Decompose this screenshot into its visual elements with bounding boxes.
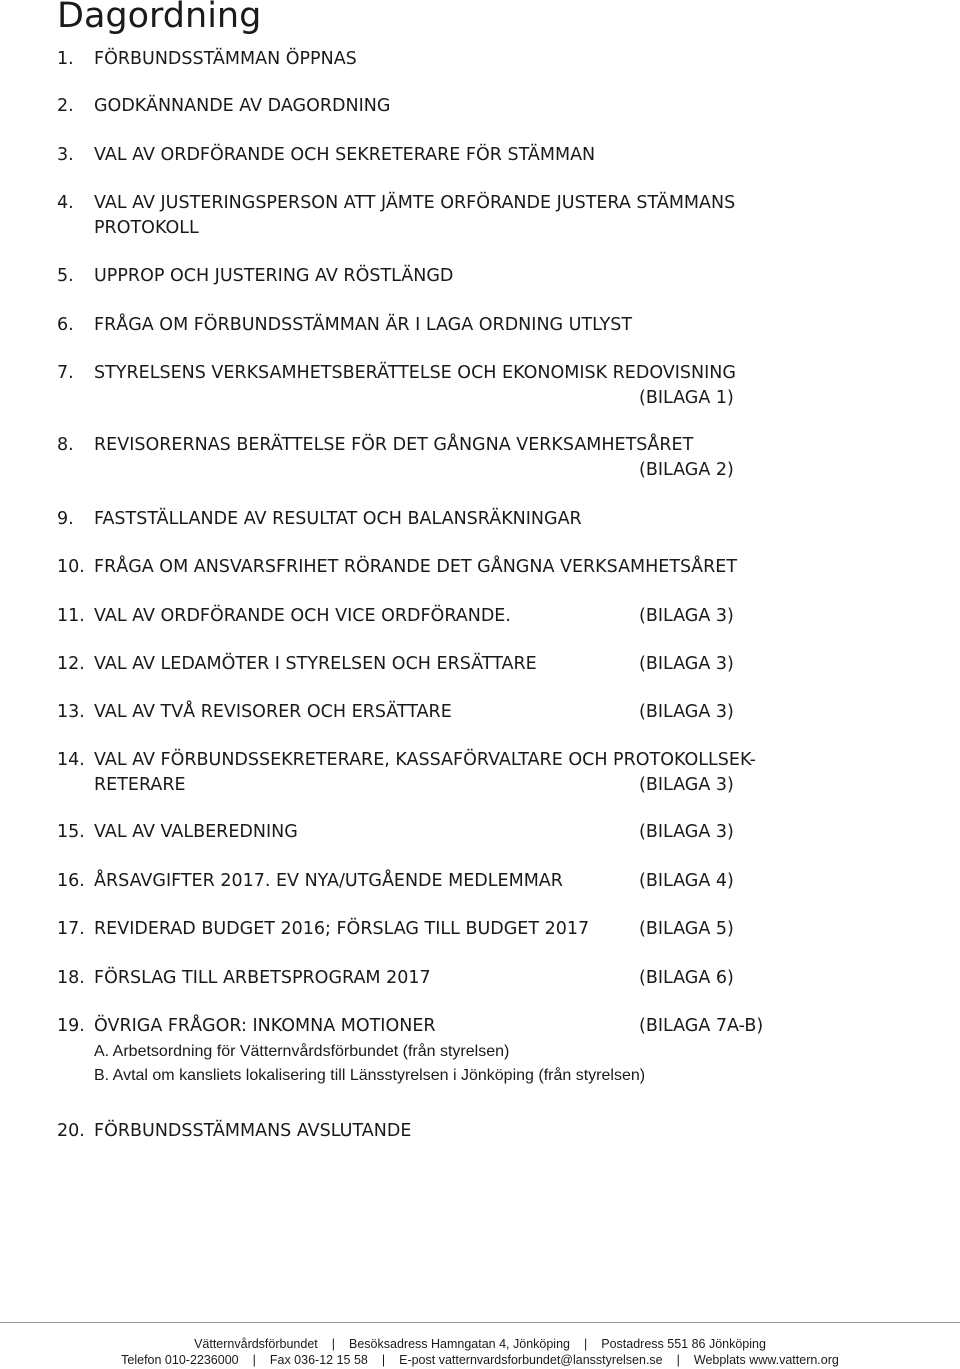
item-text: VAL AV ORDFÖRANDE OCH VICE ORDFÖRANDE. bbox=[94, 606, 511, 626]
footer-visit-address: Besöksadress Hamngatan 4, Jönköping bbox=[349, 1337, 570, 1351]
item-text: FRÅGA OM FÖRBUNDSSTÄMMAN ÄR I LAGA ORDNING UTLYST bbox=[94, 315, 633, 335]
item-text: VAL AV LEDAMÖTER I STYRELSEN OCH ERSÄTTARE bbox=[94, 654, 537, 674]
footer-email-link[interactable]: E-post vatternvardsforbundet@lansstyrelsen.se bbox=[399, 1353, 663, 1367]
item-number: 5. bbox=[57, 266, 74, 286]
footer-separator: | bbox=[252, 1353, 256, 1367]
item-number: 20. bbox=[57, 1121, 85, 1141]
appendix-reference: (BILAGA 3) bbox=[639, 606, 734, 626]
item-number: 18. bbox=[57, 968, 85, 988]
item-text: REVISORERNAS BERÄTTELSE FÖR DET GÅNGNA VERKSAMHETSÅRET bbox=[94, 435, 694, 455]
appendix-reference: (BILAGA 3) bbox=[639, 702, 734, 722]
item-number: 11. bbox=[57, 606, 85, 626]
item-number: 16. bbox=[57, 871, 85, 891]
item-text: VAL AV JUSTERINGSPERSON ATT JÄMTE ORFÖRANDE JUSTERA STÄMMANS bbox=[94, 193, 736, 213]
item-text: ÅRSAVGIFTER 2017. EV NYA/UTGÅENDE MEDLEMMAR bbox=[94, 871, 563, 891]
item-text: REVIDERAD BUDGET 2016; FÖRSLAG TILL BUDGET 2017 bbox=[94, 919, 590, 939]
appendix-reference: (BILAGA 7A-B) bbox=[639, 1016, 764, 1036]
item-number: 14. bbox=[57, 750, 85, 770]
item-number: 13. bbox=[57, 702, 85, 722]
footer-separator: | bbox=[331, 1337, 336, 1351]
item-text: FÖRSLAG TILL ARBETSPROGRAM 2017 bbox=[94, 968, 431, 988]
footer-separator: | bbox=[583, 1337, 588, 1351]
item-number: 15. bbox=[57, 822, 85, 842]
item-number: 7. bbox=[57, 363, 74, 383]
item-number: 8. bbox=[57, 435, 74, 455]
appendix-reference: (BILAGA 3) bbox=[639, 822, 734, 842]
item-text: FÖRBUNDSSTÄMMAN ÖPPNAS bbox=[94, 49, 357, 69]
item-text: UPPROP OCH JUSTERING AV RÖSTLÄNGD bbox=[94, 266, 454, 286]
item-number: 4. bbox=[57, 193, 74, 213]
footer-website-link[interactable]: Webplats www.vattern.org bbox=[693, 1353, 839, 1367]
footer-phone: Telefon 010-2236000 bbox=[121, 1353, 239, 1367]
motion-item: B. Avtal om kansliets lokalisering till Länsstyrelsen i Jönköping (från styrelsen) bbox=[94, 1067, 646, 1084]
item-text-continued: RETERARE bbox=[94, 775, 186, 795]
item-number: 2. bbox=[57, 96, 74, 116]
item-number: 3. bbox=[57, 145, 74, 165]
item-text: ÖVRIGA FRÅGOR: INKOMNA MOTIONER bbox=[94, 1016, 436, 1036]
item-number: 17. bbox=[57, 919, 85, 939]
footer-address-line bbox=[0, 1337, 960, 1351]
item-text-continued: PROTOKOLL bbox=[94, 218, 199, 238]
footer-divider bbox=[0, 1322, 960, 1323]
item-text: VAL AV FÖRBUNDSSEKRETERARE, KASSAFÖRVALTARE OCH PROTOKOLLSEK- bbox=[94, 750, 756, 770]
appendix-reference: (BILAGA 2) bbox=[639, 460, 734, 480]
appendix-reference: (BILAGA 3) bbox=[639, 654, 734, 674]
footer-separator: | bbox=[676, 1353, 680, 1367]
footer-contact-line bbox=[0, 1353, 960, 1367]
appendix-reference: (BILAGA 1) bbox=[639, 388, 734, 408]
item-text: GODKÄNNANDE AV DAGORDNING bbox=[94, 96, 391, 116]
item-text: FRÅGA OM ANSVARSFRIHET RÖRANDE DET GÅNGNA VERKSAMHETSÅRET bbox=[94, 557, 738, 577]
footer-separator: | bbox=[381, 1353, 386, 1367]
item-text: FASTSTÄLLANDE AV RESULTAT OCH BALANSRÄKNINGAR bbox=[94, 509, 582, 529]
item-number: 9. bbox=[57, 509, 74, 529]
footer-postal-address: Postadress 551 86 Jönköping bbox=[601, 1337, 766, 1351]
item-number: 1. bbox=[57, 49, 74, 69]
item-text: FÖRBUNDSSTÄMMANS AVSLUTANDE bbox=[94, 1121, 412, 1141]
item-text: VAL AV VALBEREDNING bbox=[94, 822, 298, 842]
item-text: VAL AV TVÅ REVISORER OCH ERSÄTTARE bbox=[94, 702, 452, 722]
motion-item: A. Arbetsordning för Vätternvårdsförbundet (från styrelsen) bbox=[94, 1043, 510, 1060]
appendix-reference: (BILAGA 4) bbox=[639, 871, 734, 891]
item-number: 12. bbox=[57, 654, 85, 674]
appendix-reference: (BILAGA 5) bbox=[639, 919, 734, 939]
footer-organization: Vätternvårdsförbundet bbox=[194, 1337, 318, 1351]
page-title: Dagordning bbox=[57, 0, 262, 36]
appendix-reference: (BILAGA 3) bbox=[639, 775, 734, 795]
item-number: 19. bbox=[57, 1016, 85, 1036]
appendix-reference: (BILAGA 6) bbox=[639, 968, 734, 988]
item-number: 6. bbox=[57, 315, 74, 335]
item-text: VAL AV ORDFÖRANDE OCH SEKRETERARE FÖR STÄMMAN bbox=[94, 145, 596, 165]
item-number: 10. bbox=[57, 557, 85, 577]
footer-fax: Fax 036-12 15 58 bbox=[269, 1353, 368, 1367]
item-text: STYRELSENS VERKSAMHETSBERÄTTELSE OCH EKONOMISK REDOVISNING bbox=[94, 363, 736, 383]
